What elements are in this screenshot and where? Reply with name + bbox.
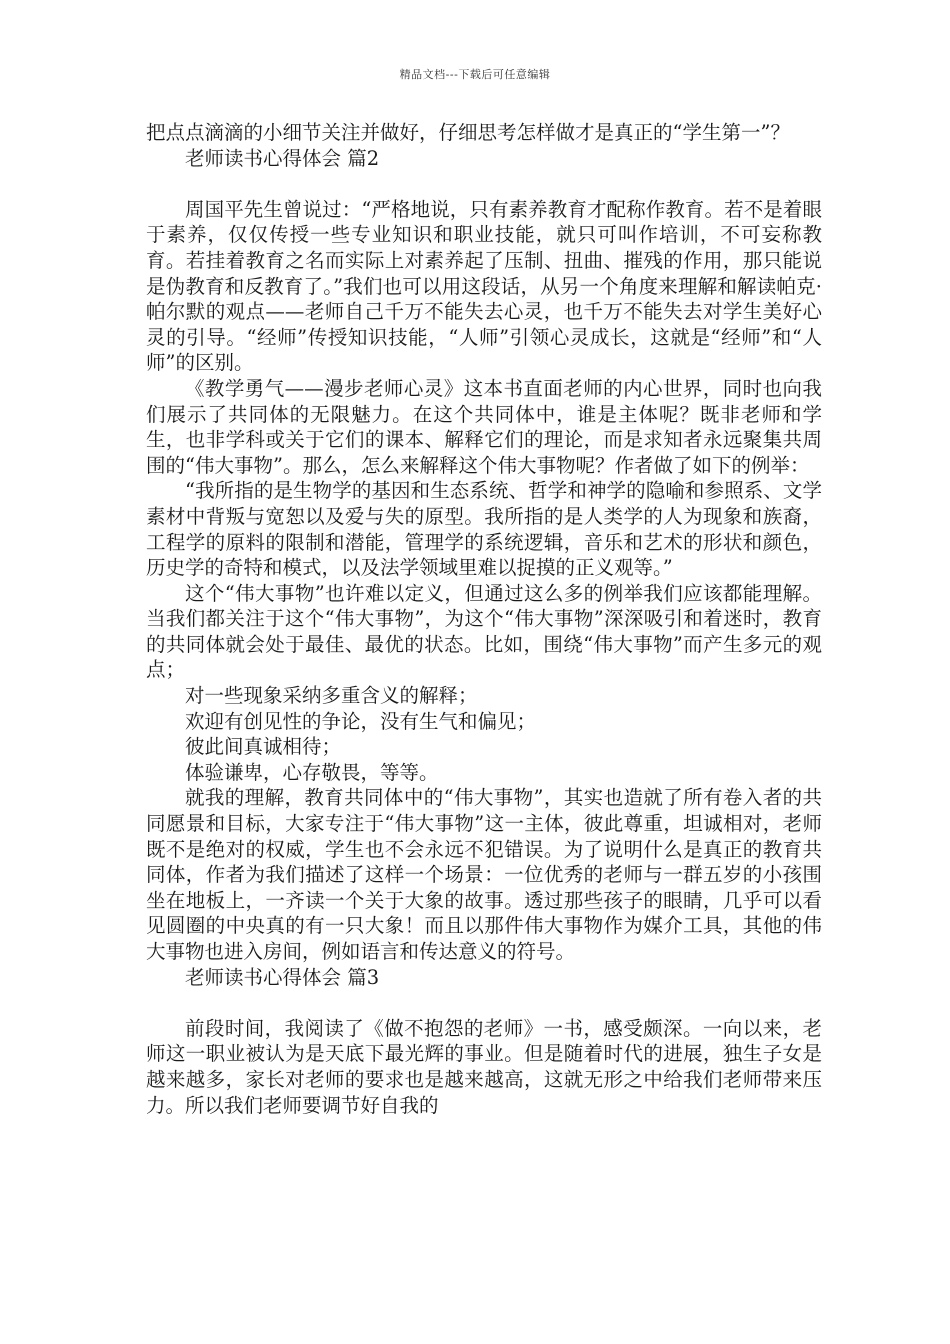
list-item: 对一些现象采纳多重含义的解释；	[185, 684, 478, 708]
page-header: 精品文档---下载后可任意编辑	[399, 68, 551, 81]
blank-line	[146, 171, 822, 197]
paragraph: 把点点滴滴的小细节关注并做好，仔细思考怎样做才是真正的“学生第一”？	[146, 121, 790, 144]
paragraph: 前段时间，我阅读了《做不抱怨的老师》一书，感受颇深。一向以来，老师这一职业被认为是天底下最光辉的事业。但是随着时代的进展，独生子女是越来越多，家长对老师的要求也是越来越高，这就无形之中给我们老师带来压力。所以我们老师要调节好自我的	[146, 1016, 822, 1117]
list-item: 欢迎有创见性的争论，没有生气和偏见；	[185, 709, 537, 733]
section-heading: 老师读书心得体会 篇2	[185, 146, 380, 170]
list-item: 体验谦卑，心存敬畏，等等。	[185, 760, 439, 784]
list-item: 彼此间真诚相待；	[185, 735, 342, 759]
document-body	[146, 120, 822, 1118]
section-heading: 老师读书心得体会 篇3	[185, 965, 380, 989]
paragraph: 这个“伟大事物”也许难以定义，但通过这么多的例举我们应该都能理解。当我们都关注于这个“伟大事物”，为这个“伟大事物”深深吸引和着迷时，教育的共同体就会处于最佳、最优的状态。比如，围绕“伟大事物”而产生多元的观点；	[146, 581, 822, 682]
paragraph: 周国平先生曾说过：“严格地说，只有素养教育才配称作教育。若不是着眼于素养，仅仅传授一些专业知识和职业技能，就只可叫作培训，不可妄称教育。若挂着教育之名而实际上对素养起了压制、扭曲、摧残的作用，那只能说是伪教育和反教育了。”我们也可以用这段话，从另一个角度来理解和解读帕克·帕尔默的观点——老师自己千万不能失去心灵，也千万不能失去对学生美好心灵的引导。“经师”传授知识技能，“人师”引领心灵成长，这就是“经师”和“人师”的区别。	[146, 197, 822, 375]
quote-paragraph: “我所指的是生物学的基因和生态系统、哲学和神学的隐喻和参照系、文学素材中背叛与宽恕以及爱与失的原型。我所指的是人类学的人为现象和族裔，工程学的原料的限制和潜能，管理学的系统逻辑，音乐和艺术的形状和颜色，历史学的奇特和模式，以及法学领域里难以捉摸的正义观等。”	[146, 479, 822, 580]
paragraph: 《教学勇气——漫步老师心灵》这本书直面老师的内心世界，同时也向我们展示了共同体的无限魅力。在这个共同体中，谁是主体呢？既非老师和学生，也非学科或关于它们的课本、解释它们的理论，而是求知者永远聚集共周围的“伟大事物”。那么，怎么来解释这个伟大事物呢？作者做了如下的例举：	[146, 376, 822, 477]
blank-line	[146, 990, 822, 1016]
paragraph: 就我的理解，教育共同体中的“伟大事物”，其实也造就了所有卷入者的共同愿景和目标，大家专注于“伟大事物”这一主体，彼此尊重，坦诚相对，老师既不是绝对的权威，学生也不会永远不犯错误。为了说明什么是真正的教育共同体，作者为我们描述了这样一个场景：一位优秀的老师与一群五岁的小孩围坐在地板上，一齐读一个关于大象的故事。透过那些孩子的眼睛，几乎可以看见圆圈的中央真的有一只大象！而且以那件伟大事物作为媒介工具，其他的伟大事物也进入房间，例如语言和传达意义的符号。	[146, 786, 822, 963]
